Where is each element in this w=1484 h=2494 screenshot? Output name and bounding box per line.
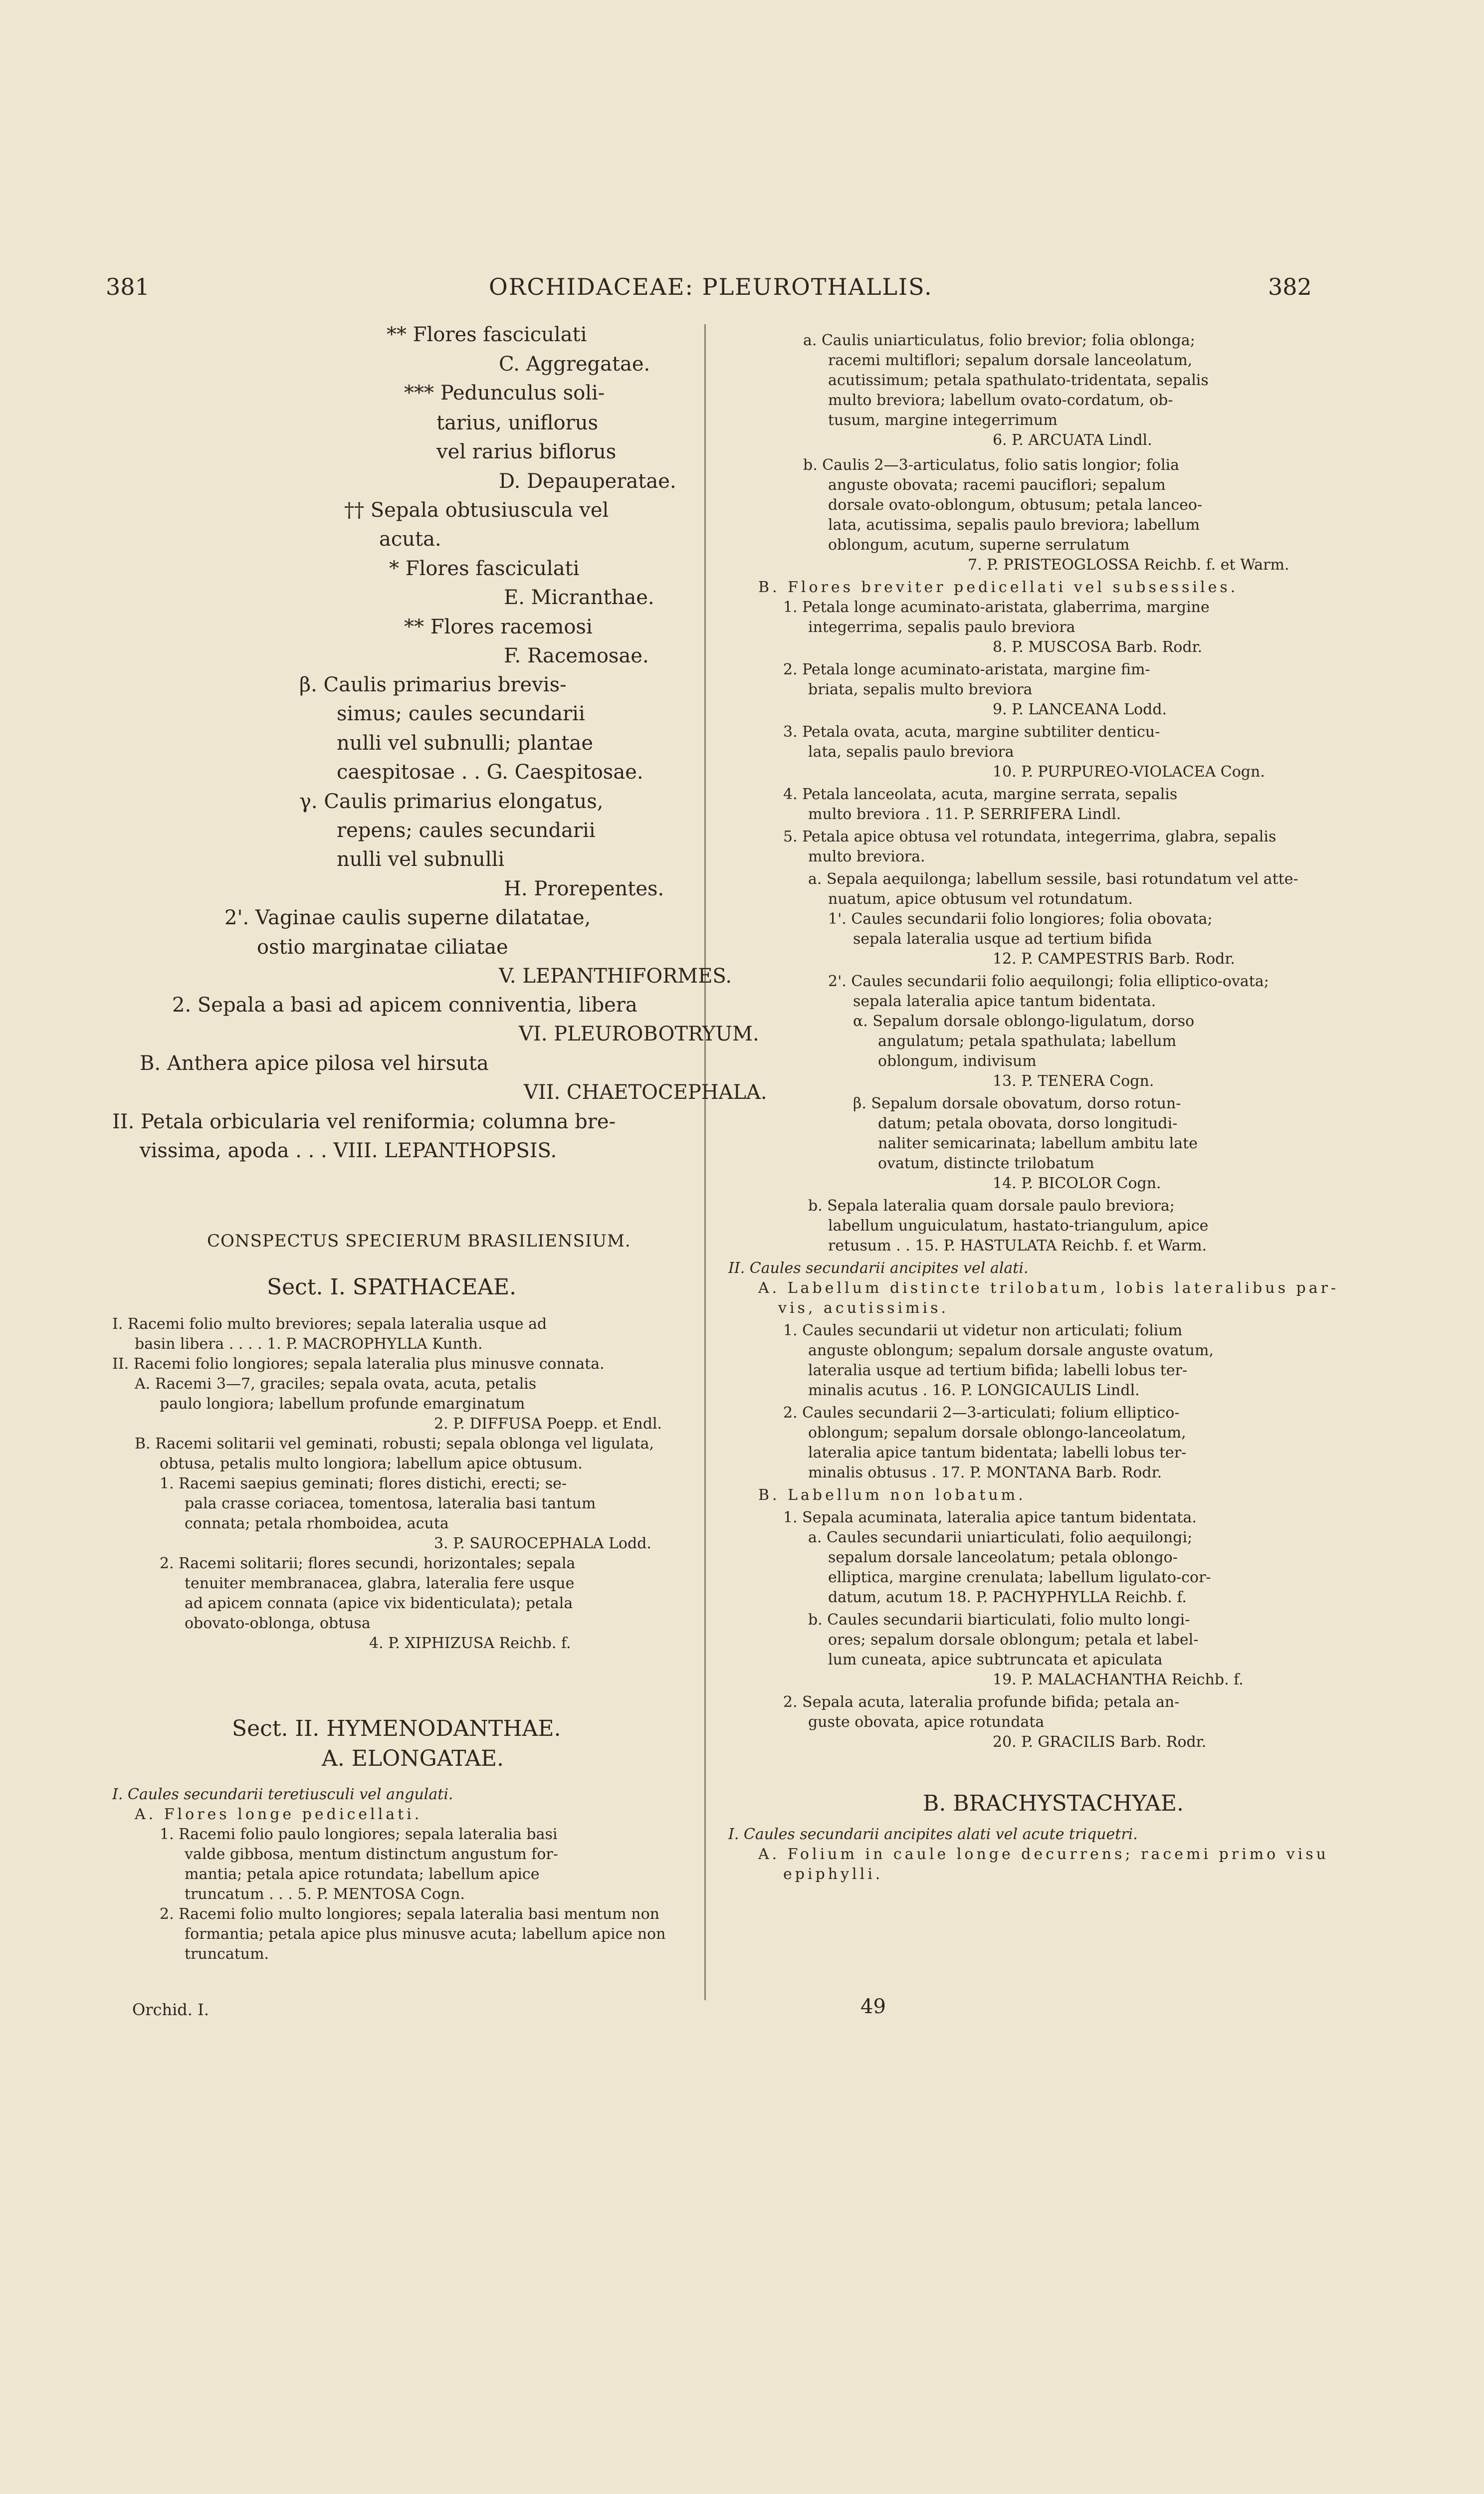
key-line: obtusa, petalis multo longiora; labellum apice obtusum. [160,1455,583,1472]
key-line: VI. PLEUROBOTRYUM. [519,1023,759,1045]
key-line: tusum, margine integerrimum [828,412,1058,429]
key-line: ** Flores fasciculati [387,323,587,346]
key-line: sepalum dorsale lanceolatum; petala oblongo- [828,1549,1178,1566]
key-line: 2. P. DIFFUSA Poepp. et Endl. [434,1415,662,1433]
key-line: sepala lateralia apice tantum bidentata. [853,993,1156,1010]
key-line: a. Caulis uniarticulatus, folio brevior; folia oblonga; [803,332,1195,349]
key-line: angulatum; petala spathulata; labellum [878,1033,1177,1050]
subsection-heading: B. BRACHYSTACHYAE. [923,1791,1184,1816]
key-line: b. Sepala lateralia quam dorsale paulo breviora; [808,1197,1175,1215]
key-line: labellum unguiculatum, hastato-triangulum, apice [828,1217,1209,1235]
key-line: 1'. Caules secundarii folio longiores; folia obovata; [828,910,1213,928]
key-line: B. Flores breviter pedicellati vel subsessiles. [758,579,1239,596]
key-line: α. Sepalum dorsale oblongo-ligulatum, dorso [853,1013,1195,1030]
running-title: ORCHIDACEAE: PLEUROTHALLIS. [489,273,933,300]
key-line: caespitosae . . G. Caespitosae. [337,761,643,784]
key-line: lum cuneata, apice subtruncata et apiculata [828,1651,1163,1668]
key-line: datum, acutum 18. P. PACHYPHYLLA Reichb. f. [828,1589,1187,1606]
key-line: briata, sepalis multo breviora [808,681,1033,698]
key-line: acutissimum; petala spathulato-tridentata, sepalis [828,372,1209,389]
key-line: integerrima, sepalis paulo breviora [808,619,1075,636]
key-line: tenuiter membranacea, glabra, lateralia fere usque [185,1575,575,1592]
section-heading: Sect. II. HYMENODANTHAE. [232,1716,561,1741]
footer-signature-number: 49 [860,1995,886,2018]
key-line: 7. P. PRISTEOGLOSSA Reichb. f. et Warm. [968,556,1289,574]
key-line: VII. CHAETOCEPHALA. [524,1081,767,1104]
key-line: II. Petala orbicularia vel reniformia; columna bre- [112,1110,616,1133]
subsection-heading: A. ELONGATAE. [322,1746,504,1771]
key-line: 3. Petala ovata, acuta, margine subtiliter denticu- [783,723,1160,741]
key-line: F. Racemosae. [504,644,649,667]
key-line: 5. Petala apice obtusa vel rotundata, integerrima, glabra, sepalis [783,828,1276,845]
key-line: oblongum, indivisum [878,1052,1037,1070]
key-line: A. Racemi 3—7, graciles; sepala ovata, acuta, petalis [135,1375,537,1393]
key-line: 2'. Vaginae caulis superne dilatatae, [224,906,591,929]
key-line: paulo longiora; labellum profunde emarginatum [160,1395,525,1413]
footer-signature-left: Orchid. I. [132,2000,209,2019]
key-line: formantia; petala apice plus minusve acuta; labellum apice non [185,1925,666,1943]
key-line: 2. Sepala acuta, lateralia profunde bifida; petala an- [783,1693,1180,1711]
key-line: A. Folium in caule longe decurrens; racemi primo visu [758,1846,1329,1863]
key-line: b. Caulis 2—3-articulatus, folio satis longior; folia [803,456,1180,474]
key-line: minalis acutus . 16. P. LONGICAULIS Lindl. [808,1382,1140,1399]
key-line: 12. P. CAMPESTRIS Barb. Rodr. [993,950,1235,968]
key-line: V. LEPANTHIFORMES. [499,965,732,988]
key-line: 4. Petala lanceolata, acuta, margine serrata, sepalis [783,786,1178,803]
key-line: * Flores fasciculati [389,557,580,580]
key-line: 20. P. GRACILIS Barb. Rodr. [993,1733,1207,1751]
key-line: B. Labellum non lobatum. [758,1486,1026,1504]
key-line: obovato-oblonga, obtusa [185,1615,371,1632]
key-line: A. Labellum distincte trilobatum, lobis lateralibus par- [758,1279,1339,1297]
key-line: racemi multiflori; sepalum dorsale lanceolatum, [828,352,1193,369]
conspectus-heading: CONSPECTUS SPECIERUM BRASILIENSIUM. [207,1231,631,1251]
key-line: lata, sepalis paulo breviora [808,743,1014,761]
key-line: tarius, uniflorus [436,412,599,434]
key-line: a. Caules secundarii uniarticulati, folio aequilongi; [808,1529,1193,1546]
key-line: 14. P. BICOLOR Cogn. [993,1175,1161,1192]
key-line: 8. P. MUSCOSA Barb. Rodr. [993,638,1203,656]
key-line: †† Sepala obtusiuscula vel [344,499,609,522]
key-line: valde gibbosa, mentum distinctum angustum for- [185,1846,558,1863]
key-line: I. Caules secundarii teretiusculi vel angulati. [112,1786,453,1803]
key-line: 19. P. MALACHANTHA Reichb. f. [993,1671,1244,1688]
key-line: H. Prorepentes. [504,877,664,900]
key-line: datum; petala obovata, dorso longitudi- [878,1115,1178,1132]
key-line: C. Aggregatae. [499,353,650,376]
key-line: b. Caules secundarii biarticulati, folio multo longi- [808,1611,1190,1629]
page-header [0,273,1484,303]
key-line: vissima, apoda . . . VIII. LEPANTHOPSIS. [140,1139,557,1162]
key-line: acuta. [379,528,441,551]
key-line: 2. Racemi solitarii; flores secundi, horizontales; sepala [160,1555,576,1572]
key-line: B. Racemi solitarii vel geminati, robusti; sepala oblonga vel ligulata, [135,1435,654,1453]
key-line: truncatum . . . 5. P. MENTOSA Cogn. [185,1885,465,1903]
key-line: basin libera . . . . 1. P. MACROPHYLLA Kunth. [135,1335,483,1353]
column-divider [704,324,706,2000]
key-line: truncatum. [185,1945,269,1963]
key-line: β. Caulis primarius brevis- [299,673,567,696]
key-line: 2. Sepala a basi ad apicem conniventia, libera [172,994,637,1017]
key-line: 1. Caules secundarii ut videtur non articulati; folium [783,1322,1183,1339]
key-line: retusum . . 15. P. HASTULATA Reichb. f. et Warm. [828,1237,1207,1254]
key-line: lata, acutissima, sepalis paulo breviora; labellum [828,516,1200,534]
key-line: multo breviora; labellum ovato-cordatum, ob- [828,392,1173,409]
key-line: multo breviora . 11. P. SERRIFERA Lindl. [808,806,1121,823]
key-line: pala crasse coriacea, tomentosa, lateralia basi tantum [185,1495,596,1512]
key-line: 13. P. TENERA Cogn. [993,1072,1154,1090]
key-line: nulli vel subnulli; plantae [337,732,593,755]
key-line: lateralia apice tantum bidentata; labelli lobus ter- [808,1444,1187,1461]
key-line: connata; petala rhomboidea, acuta [185,1515,449,1532]
key-line: β. Sepalum dorsale obovatum, dorso rotun- [853,1095,1181,1112]
key-line: oblongum; sepalum dorsale oblongo-lanceolatum, [808,1424,1186,1442]
key-line: *** Pedunculus soli- [404,382,605,405]
key-line: B. Anthera apice pilosa vel hirsuta [140,1052,489,1075]
key-line: ad apicem connata (apice vix bidenticulata); petala [185,1595,573,1612]
key-line: 1. Racemi saepius geminati; flores distichi, erecti; se- [160,1475,567,1492]
key-line: ostio marginatae ciliatae [257,936,508,959]
key-line: mantia; petala apice rotundata; labellum apice [185,1866,540,1883]
key-line: simus; caules secundarii [337,702,585,725]
key-line: 1. Petala longe acuminato-aristata, glaberrima, margine [783,599,1210,616]
key-line: γ. Caulis primarius elongatus, [299,790,604,813]
key-line: anguste oblongum; sepalum dorsale anguste ovatum, [808,1342,1214,1359]
key-line: ** Flores racemosi [404,616,593,638]
key-line: 1. Sepala acuminata, lateralia apice tantum bidentata. [783,1509,1197,1526]
key-line: I. Racemi folio multo breviores; sepala lateralia usque ad [112,1315,547,1333]
key-line: repens; caules secundarii [337,819,596,842]
key-line: 2. Petala longe acuminato-aristata, margine fim- [783,661,1150,678]
page-number-right: 382 [1268,273,1312,300]
key-line: II. Caules secundarii ancipites vel alati. [728,1259,1029,1277]
key-line: II. Racemi folio longiores; sepala lateralia plus minusve connata. [112,1355,605,1373]
key-line: naliter semicarinata; labellum ambitu late [878,1135,1198,1152]
key-line: 2. Caules secundarii 2—3-articulati; folium elliptico- [783,1404,1180,1422]
key-line: 1. Racemi folio paulo longiores; sepala lateralia basi [160,1826,558,1843]
key-line: elliptica, margine crenulata; labellum ligulato-cor- [828,1569,1211,1586]
key-line: dorsale ovato-oblongum, obtusum; petala lanceo- [828,496,1203,514]
key-line: 2'. Caules secundarii folio aequilongi; folia elliptico-ovata; [828,973,1269,990]
key-line: a. Sepala aequilonga; labellum sessile, basi rotundatum vel atte- [808,870,1298,888]
key-line: epiphylli. [783,1866,883,1883]
key-line: sepala lateralia usque ad tertium bifida [853,930,1152,948]
key-line: E. Micranthae. [504,586,654,609]
key-line: 9. P. LANCEANA Lodd. [993,701,1167,718]
key-line: lateralia usque ad tertium bifida; labelli lobus ter- [808,1362,1188,1379]
key-line: oblongum, acutum, superne serrulatum [828,536,1130,554]
section-heading: Sect. I. SPATHACEAE. [267,1274,517,1300]
key-line: nuatum, apice obtusum vel rotundatum. [828,890,1133,908]
key-line: 2. Racemi folio multo longiores; sepala lateralia basi mentum non [160,1905,659,1923]
key-line: ovatum, distincte trilobatum [878,1155,1094,1172]
key-line: vis, acutissimis. [778,1299,949,1317]
page-number-left: 381 [106,273,150,300]
key-line: D. Depauperatae. [499,470,676,493]
key-line: 3. P. SAUROCEPHALA Lodd. [434,1535,651,1552]
key-line: minalis obtusus . 17. P. MONTANA Barb. Rodr. [808,1464,1162,1481]
key-line: guste obovata, apice rotundata [808,1713,1045,1731]
key-line: 4. P. XIPHIZUSA Reichb. f. [369,1635,571,1652]
key-line: anguste obovata; racemi pauciflori; sepalum [828,476,1166,494]
key-line: vel rarius biflorus [436,440,617,463]
key-line: A. Flores longe pedicellati. [135,1806,423,1823]
key-line: ores; sepalum dorsale oblongum; petala et label- [828,1631,1199,1649]
key-line: I. Caules secundarii ancipites alati vel acute triquetri. [728,1826,1138,1843]
key-line: 6. P. ARCUATA Lindl. [993,431,1152,449]
key-line: multo breviora. [808,848,925,865]
key-line: nulli vel subnulli [337,848,505,871]
key-line: 10. P. PURPUREO-VIOLACEA Cogn. [993,763,1265,781]
